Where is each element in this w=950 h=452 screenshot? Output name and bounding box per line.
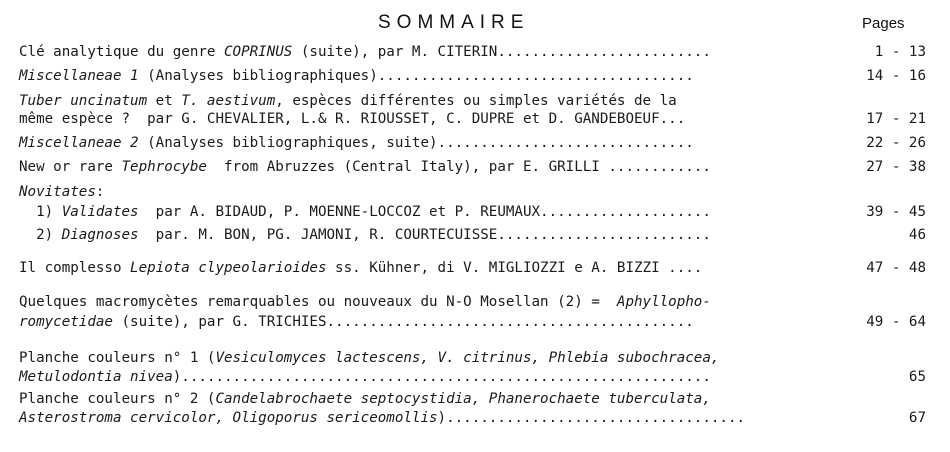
entry-italic: Lepiota clypeolarioides <box>130 260 327 276</box>
page-number: 67 <box>908 410 926 426</box>
entry-text: même espèce ? par G. CHEVALIER, L.& R. RIOUSSET, C. DUPRE et D. GANDEBOEUF... <box>19 111 686 127</box>
entry-italic: Vesiculomyces lactescens, V. citrinus, Phlebia subochracea, <box>215 350 720 366</box>
page-number: 22 - 26 <box>866 135 926 151</box>
page-number: 65 <box>908 369 926 385</box>
toc-entry <box>19 67 694 85</box>
entry-italic: Miscellaneae 2 <box>19 135 139 151</box>
toc-entry <box>19 390 711 408</box>
toc-entry <box>19 313 694 331</box>
entry-text: ).............................................................. <box>172 369 711 385</box>
toc-entry <box>19 92 677 110</box>
entry-italic: Metulodontia nivea <box>19 369 173 385</box>
entry-italic: Validates <box>61 204 139 220</box>
toc-entry <box>19 409 745 427</box>
entry-text: (suite), par M. CITERIN......................... <box>292 44 711 60</box>
toc-entry <box>19 158 711 176</box>
toc-entry <box>19 43 711 61</box>
entry-text: 2) <box>19 227 62 243</box>
toc-entry <box>19 110 685 128</box>
entry-text: et <box>147 93 182 109</box>
entry-text: 1) <box>19 204 62 220</box>
entry-text: Clé analytique du genre <box>19 44 224 60</box>
page-number: 27 - 38 <box>866 159 926 175</box>
entry-text: New or rare <box>19 159 122 175</box>
entry-text: par. M. BON, PG. JAMONI, R. COURTECUISSE......................... <box>138 227 711 243</box>
entry-text: ss. Kühner, di V. MIGLIOZZI e A. BIZZI .... <box>326 260 703 276</box>
page-number: 14 - 16 <box>866 68 926 84</box>
entry-italic: Tephrocybe <box>121 159 207 175</box>
page-number: 47 - 48 <box>866 260 926 276</box>
entry-italic: COPRINUS <box>224 44 293 60</box>
entry-text: from Abruzzes (Central Italy), par E. GRILLI ............ <box>206 159 711 175</box>
toc-entry <box>19 259 702 277</box>
entry-text: : <box>95 184 105 200</box>
entry-text: (Analyses bibliographiques)..................................... <box>138 68 694 84</box>
entry-italic: Diagnoses <box>61 227 139 243</box>
toc-entry <box>19 293 711 311</box>
entry-text: Quelques macromycètes remarquables ou nouveaux du N-O Mosellan (2) = <box>19 294 617 310</box>
entry-italic: Tuber uncinatum <box>19 93 148 109</box>
entry-text: (Analyses bibliographiques, suite).............................. <box>138 135 694 151</box>
page-number: 39 - 45 <box>866 204 926 220</box>
toc-entry <box>19 183 104 201</box>
entry-text: Planche couleurs n° 1 ( <box>19 350 216 366</box>
entry-text: Il complesso <box>19 260 131 276</box>
entry-text: Planche couleurs n° 2 ( <box>19 391 216 407</box>
entry-italic: Asterostroma cervicolor, Oligoporus sericeomollis <box>19 410 438 426</box>
toc-entry <box>19 368 711 386</box>
toc-entry <box>19 349 719 367</box>
page-number: 49 - 64 <box>866 314 926 330</box>
entry-text: par A. BIDAUD, P. MOENNE-LOCCOZ et P. REUMAUX.................... <box>138 204 711 220</box>
entry-text: , espèces différentes ou simples variétés de la <box>275 93 677 109</box>
entry-text: (suite), par G. TRICHIES........................................... <box>112 314 694 330</box>
page-title: SOMMAIRE <box>378 12 530 33</box>
entry-italic: Novitates <box>19 184 96 200</box>
entry-italic: Candelabrochaete septocystidia, Phanerochaete tuberculata, <box>215 391 711 407</box>
toc-entry <box>19 203 711 221</box>
entry-italic: Aphyllopho- <box>616 294 711 310</box>
entry-italic: romycetidae <box>19 314 113 330</box>
page-number: 17 - 21 <box>866 111 926 127</box>
page-number: 46 <box>908 227 926 243</box>
pages-column-header: Pages <box>862 15 905 32</box>
toc-entry <box>19 226 711 244</box>
page-number: 1 - 13 <box>874 44 926 60</box>
toc-entry <box>19 134 694 152</box>
entry-italic: T. aestivum <box>181 93 276 109</box>
entry-text: )................................... <box>437 410 746 426</box>
entry-italic: Miscellaneae 1 <box>19 68 139 84</box>
